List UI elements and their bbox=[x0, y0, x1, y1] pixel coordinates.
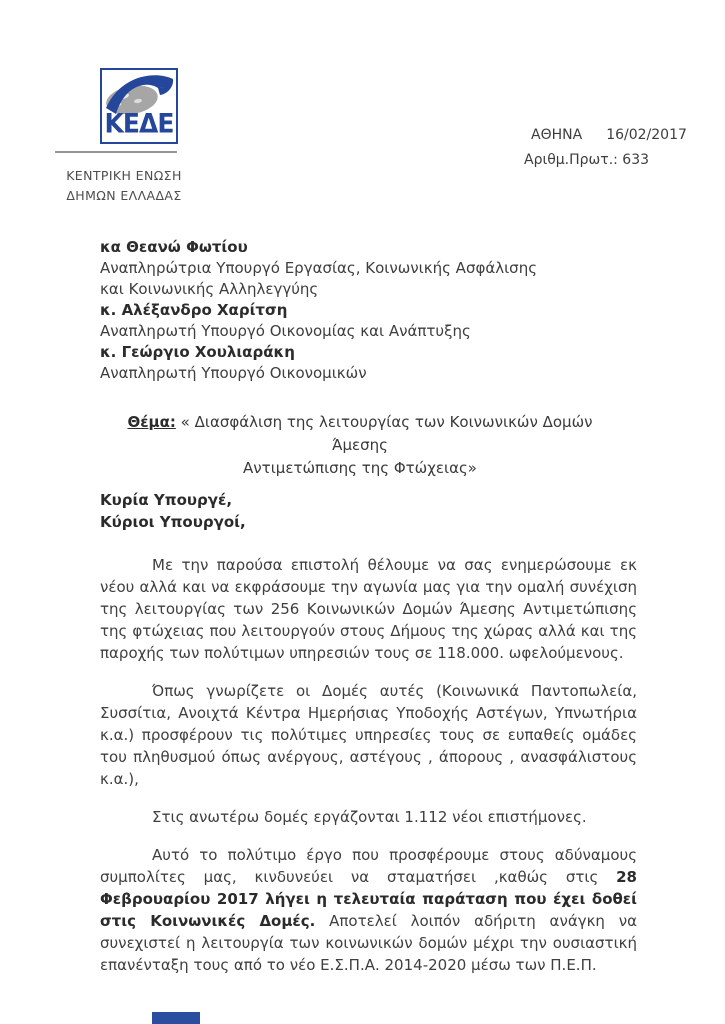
recipients-block bbox=[100, 237, 540, 384]
recipient-title: Αναπληρώτρια Υπουργό Εργασίας, Κοινωνικής Ασφάλισης και Κοινωνικής Αλληλεγγύης bbox=[100, 259, 537, 298]
recipient-entry bbox=[100, 300, 540, 342]
letterhead-divider bbox=[55, 151, 177, 153]
recipient-name: κ. Γεώργιο Χουλιαράκη bbox=[100, 343, 295, 361]
salutation-line1: Κυρία Υπουργέ, bbox=[100, 491, 233, 509]
recipient-title: Αναπληρωτή Υπουργό Οικονομίας και Ανάπτυξης bbox=[100, 322, 471, 340]
reference-block bbox=[531, 127, 687, 143]
salutation-line2: Κύριοι Υπουργοί, bbox=[100, 513, 246, 531]
paragraph-1: Με την παρούσα επιστολή θέλουμε να σας ενημερώσουμε εκ νέου αλλά και να εκφράσουμε την αγωνία μας για την ομαλή συνέχιση της λειτουργίας των 256 Κοινωνικών Δομών Άμεσης Αντιμετώπισης της φτώχειας που λειτουργούν στους Δήμους της χώρας αλλά και της παροχής των πολύτιμων υπηρεσιών τους σε 118.000. ωφελούμενους. bbox=[100, 556, 637, 662]
letter-body bbox=[100, 489, 637, 992]
recipient-entry bbox=[100, 237, 540, 300]
letter-date: 16/02/2017 bbox=[606, 127, 687, 143]
salutation bbox=[100, 489, 637, 533]
page-bottom-blue-mark bbox=[152, 1012, 200, 1024]
paragraph-4 bbox=[100, 844, 637, 976]
paragraph-4-normal-1: Αυτό το πολύτιμο έργο που προσφέρουμε στους αδύναμους συμπολίτες μας, κινδυνεύει να σταματήσει ,καθώς στις bbox=[100, 846, 637, 886]
paragraph-4-bold: 28 Φεβρουαρίου 2017 λήγει η τελευταία παράταση που έχει δοθεί στις Κοινωνικές Δομές. bbox=[100, 868, 637, 930]
city-date-line bbox=[531, 127, 687, 143]
organization-name bbox=[56, 166, 192, 206]
organization-name-line1: ΚΕΝΤΡΙΚΗ ΕΝΩΣΗ bbox=[66, 168, 182, 183]
subject-block bbox=[100, 411, 620, 480]
paragraph-4-normal-2: Αποτελεί λοιπόν αδήριτη ανάγκη να συνεχιστεί η λειτουργία των κοινωνικών δομών μέχρι την ουσιαστική επανένταξη τους από το νέο Ε.Σ.Π.Α. 2014-2020 μέσω των Π.Ε.Π. bbox=[100, 912, 637, 974]
subject-line1-text: « Διασφάλιση της λειτουργίας των Κοινωνικών Δομών Άμεσης bbox=[175, 413, 593, 454]
paragraph-2: Όπως γνωρίζετε οι Δομές αυτές (Κοινωνικά Παντοπωλεία, Συσσίτια, Ανοιχτά Κέντρα Ημερήσιας Υποδοχής Αστέγων, Υπνωτήρια κ.α.) προσφέρουν τις πολύτιμες υπηρεσίες τους σε ευπαθείς ομάδες του πληθυσμού όπως ανέργους, αστέγους , άπορους , ανασφάλιστους κ.α.), bbox=[100, 682, 637, 788]
recipient-title: Αναπληρωτή Υπουργό Οικονομικών bbox=[100, 364, 367, 382]
subject-line2: Αντιμετώπισης της Φτώχειας» bbox=[243, 459, 477, 477]
kede-logo bbox=[100, 68, 178, 144]
recipient-name: κ. Αλέξανδρο Χαρίτση bbox=[100, 301, 288, 319]
city-label: ΑΘΗΝΑ bbox=[531, 127, 583, 143]
organization-name-line2: ΔΗΜΩΝ ΕΛΛΑΔΑΣ bbox=[66, 188, 182, 203]
subject-line1 bbox=[100, 411, 620, 457]
recipient-entry bbox=[100, 342, 540, 384]
recipient-name: κα Θεανώ Φωτίου bbox=[100, 238, 248, 256]
protocol-number: Αριθμ.Πρωτ.: 633 bbox=[524, 152, 650, 168]
logo-acronym-text: ΚΕΔΕ bbox=[104, 107, 174, 140]
subject-label: Θέμα: bbox=[127, 413, 176, 431]
paragraph-3: Στις ανωτέρω δομές εργάζονται 1.112 νέοι επιστήμονες. bbox=[152, 808, 587, 826]
